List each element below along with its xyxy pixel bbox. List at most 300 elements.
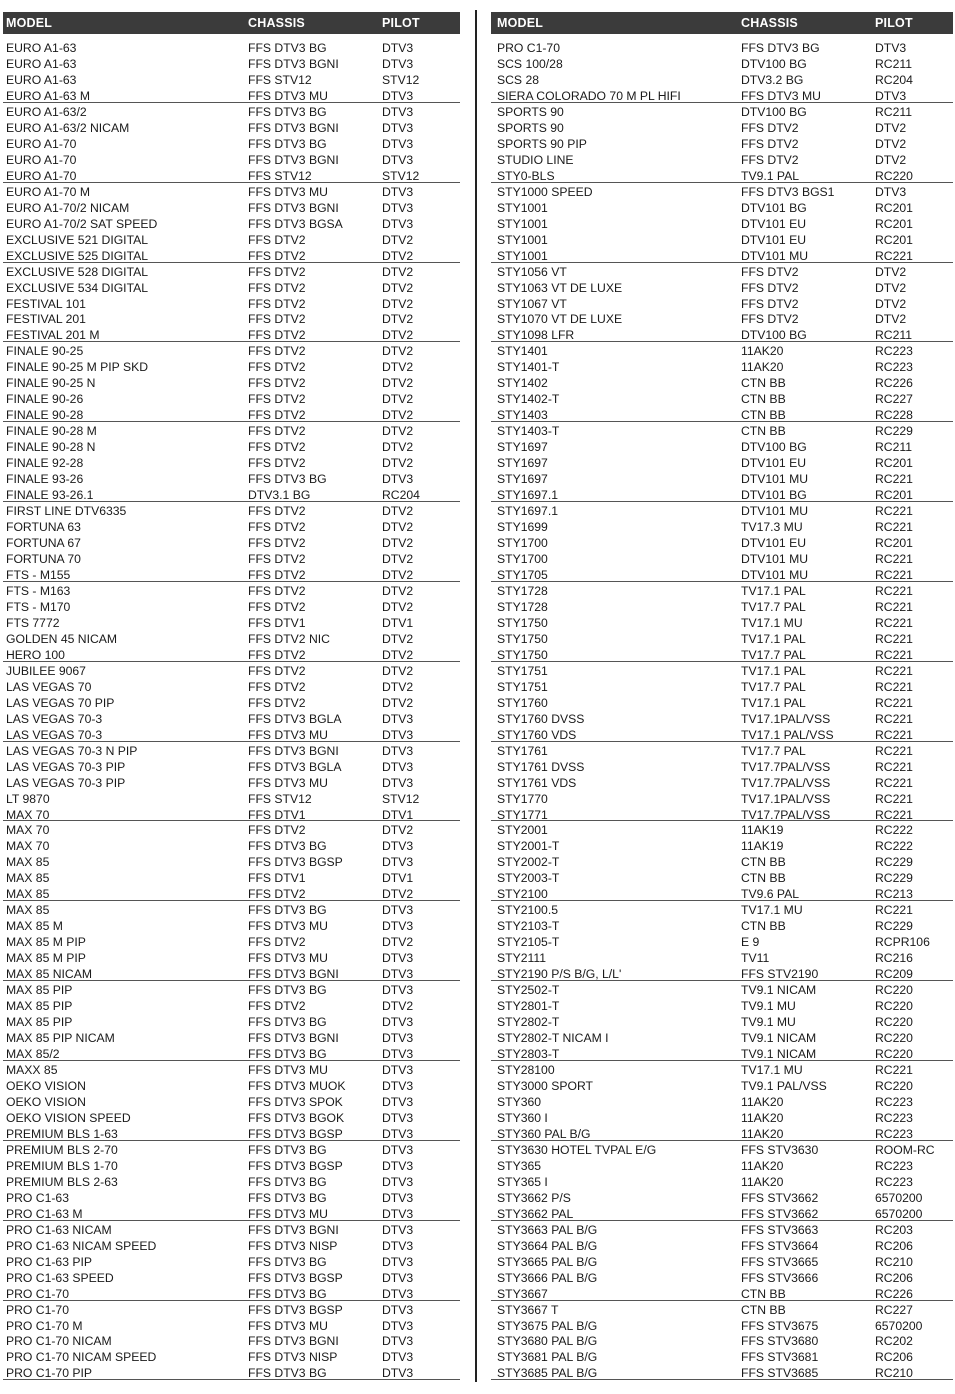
- table-row: [491, 1061, 953, 1077]
- model-cell: FTS - M163: [6, 583, 71, 598]
- table-row: [491, 790, 953, 806]
- table-row: [491, 566, 953, 582]
- pilot-cell: RC221: [875, 807, 913, 822]
- table-header: [491, 12, 953, 34]
- model-cell: LAS VEGAS 70: [6, 679, 92, 694]
- model-cell: STY1402-T: [497, 392, 560, 407]
- chassis-cell: FFS DTV3 BGNI: [248, 1334, 339, 1349]
- model-cell: PREMIUM BLS 1-70: [6, 1158, 118, 1173]
- model-cell: FINALE 90-26: [6, 392, 84, 407]
- pilot-cell: RC220: [875, 1031, 913, 1046]
- pilot-cell: STV12: [382, 168, 420, 183]
- chassis-cell: FFS DTV3 BG: [248, 104, 327, 119]
- pilot-cell: DTV3: [382, 104, 414, 119]
- model-cell: STY2103-T: [497, 919, 560, 934]
- pilot-cell: DTV2: [875, 136, 907, 151]
- table-row: [491, 821, 953, 837]
- model-cell: EURO A1-63/2: [6, 104, 87, 119]
- model-cell: EURO A1-63 M: [6, 88, 90, 103]
- pilot-cell: DTV2: [382, 408, 414, 423]
- pilot-cell: DTV3: [382, 983, 414, 998]
- model-cell: PRO C1-70 NICAM: [6, 1334, 112, 1349]
- model-cell: FTS - M155: [6, 567, 71, 582]
- pilot-cell: DTV2: [875, 280, 907, 295]
- chassis-cell: FFS DTV3 BGLA: [248, 711, 342, 726]
- model-cell: STY1728: [497, 583, 548, 598]
- model-cell: STY2001: [497, 823, 548, 838]
- model-header: MODEL: [6, 16, 53, 30]
- pilot-header: PILOT: [875, 16, 913, 30]
- model-cell: MAX 70: [6, 823, 50, 838]
- table-row: [3, 1173, 460, 1189]
- pilot-cell: RC229: [875, 919, 913, 934]
- chassis-cell: FFS DTV2: [248, 679, 306, 694]
- chassis-cell: TV9.1 NICAM: [741, 1047, 817, 1062]
- pilot-cell: DTV2: [382, 232, 414, 247]
- chassis-cell: CTN BB: [741, 424, 786, 439]
- table-row: [3, 550, 460, 566]
- table-row: [3, 87, 460, 103]
- model-cell: EURO A1-63: [6, 41, 77, 55]
- model-cell: EURO A1-70/2 NICAM: [6, 200, 130, 215]
- chassis-cell: FFS DTV2: [248, 312, 306, 327]
- model-cell: MAX 85: [6, 855, 50, 870]
- table-row: [3, 406, 460, 422]
- table-row: [491, 837, 953, 853]
- chassis-cell: TV17.1 MU: [741, 903, 803, 918]
- chassis-cell: FFS DTV1: [248, 807, 306, 822]
- chassis-cell: FFS DTV3 NISP: [248, 1238, 338, 1253]
- chassis-cell: FFS STV3675: [741, 1318, 819, 1333]
- chassis-cell: FFS DTV2: [248, 392, 306, 407]
- chassis-cell: FFS DTV3 MU: [741, 88, 821, 103]
- chassis-cell: FFS DTV2: [741, 152, 799, 167]
- pilot-cell: DTV3: [875, 88, 907, 103]
- chassis-cell: DTV101 EU: [741, 232, 807, 247]
- model-cell: STY360: [497, 1094, 542, 1109]
- chassis-cell: TV9.1 PAL: [741, 168, 800, 183]
- chassis-cell: FFS DTV3 NISP: [248, 1350, 338, 1365]
- table-row: [491, 949, 953, 965]
- chassis-cell: DTV101 MU: [741, 248, 809, 263]
- model-cell: LAS VEGAS 70 PIP: [6, 695, 115, 710]
- table-row: [3, 1093, 460, 1109]
- pilot-cell: DTV2: [382, 552, 414, 566]
- chassis-cell: TV9.6 PAL: [741, 887, 800, 902]
- chassis-cell: FFS STV12: [248, 168, 312, 183]
- table-row: [491, 869, 953, 885]
- chassis-cell: TV17.1 PAL/VSS: [741, 727, 834, 742]
- model-cell: LAS VEGAS 70-3 PIP: [6, 759, 126, 774]
- left-table-body: [3, 39, 460, 1380]
- table-row: [3, 566, 460, 582]
- table-row: [491, 1157, 953, 1173]
- chassis-cell: FFS DTV2 NIC: [248, 631, 330, 646]
- chassis-cell: FFS DTV2: [741, 136, 799, 151]
- table-row: [491, 1029, 953, 1045]
- chassis-cell: FFS DTV3 BG: [248, 472, 327, 487]
- table-row: [491, 614, 953, 630]
- table-row: [3, 901, 460, 917]
- table-row: [3, 358, 460, 374]
- pilot-cell: DTV3: [382, 1350, 414, 1365]
- chassis-cell: TV17.1PAL/VSS: [741, 711, 831, 726]
- pilot-cell: RC221: [875, 504, 913, 519]
- chassis-cell: TV9.1 PAL/VSS: [741, 1078, 827, 1093]
- model-cell: PRO C1-70: [6, 1302, 69, 1317]
- pilot-cell: RC221: [875, 791, 913, 806]
- model-cell: STY1063 VT DE LUXE: [497, 280, 623, 295]
- table-row: [3, 646, 460, 662]
- chassis-header: CHASSIS: [248, 16, 305, 30]
- table-row: [491, 997, 953, 1013]
- pilot-cell: DTV2: [382, 456, 414, 471]
- pilot-cell: DTV3: [382, 472, 414, 487]
- pilot-cell: RC201: [875, 200, 913, 215]
- table-row: [491, 630, 953, 646]
- pilot-cell: DTV3: [382, 711, 414, 726]
- chassis-cell: FFS DTV2: [248, 935, 306, 950]
- chassis-cell: FFS DTV3 BG: [248, 1047, 327, 1062]
- chassis-cell: FFS DTV3 MU: [248, 1206, 328, 1221]
- table-row: [491, 71, 953, 87]
- model-cell: EXCLUSIVE 521 DIGITAL: [6, 232, 149, 247]
- table-row: [3, 390, 460, 406]
- table-row: [491, 550, 953, 566]
- pilot-cell: DTV2: [382, 567, 414, 582]
- model-cell: STY1401-T: [497, 360, 560, 375]
- table-row: [3, 39, 460, 55]
- pilot-cell: RC223: [875, 1126, 913, 1141]
- chassis-cell: FFS DTV3 BGNI: [248, 200, 339, 215]
- chassis-cell: FFS DTV1: [248, 615, 306, 630]
- chassis-cell: TV17.7 PAL: [741, 599, 806, 614]
- chassis-cell: CTN BB: [741, 855, 786, 870]
- model-cell: STY1697.1: [497, 488, 558, 503]
- pilot-cell: DTV1: [382, 615, 414, 630]
- chassis-cell: FFS STV12: [248, 72, 312, 87]
- table-row: [491, 263, 953, 279]
- pilot-cell: DTV3: [382, 967, 414, 982]
- pilot-cell: DTV2: [382, 536, 414, 551]
- table-row: [491, 853, 953, 869]
- pilot-cell: RC226: [875, 1286, 913, 1301]
- pilot-cell: DTV2: [875, 152, 907, 167]
- pilot-cell: DTV2: [382, 999, 414, 1014]
- model-cell: MAX 85 PIP NICAM: [6, 1031, 115, 1046]
- chassis-cell: FFS DTV3 BGSP: [248, 855, 343, 870]
- chassis-cell: FFS DTV3 BG: [248, 839, 327, 854]
- pilot-cell: STV12: [382, 72, 420, 87]
- model-cell: STUDIO LINE: [497, 152, 574, 167]
- model-cell: PRO C1-63 SPEED: [6, 1270, 114, 1285]
- chassis-cell: DTV101 BG: [741, 488, 807, 503]
- table-row: [3, 263, 460, 279]
- model-cell: MAX 85 PIP: [6, 1015, 73, 1030]
- table-row: [491, 39, 953, 55]
- chassis-cell: FFS STV3666: [741, 1270, 819, 1285]
- pilot-cell: DTV2: [382, 264, 414, 279]
- chassis-cell: FFS DTV2: [248, 999, 306, 1014]
- table-row: [3, 454, 460, 470]
- chassis-cell: FFS STV3664: [741, 1238, 819, 1253]
- table-row: [3, 55, 460, 71]
- model-cell: STY1760 VDS: [497, 727, 577, 742]
- table-row: [491, 119, 953, 135]
- model-cell: MAX 85 PIP: [6, 983, 73, 998]
- chassis-cell: FFS DTV3 MU: [248, 775, 328, 790]
- table-row: [3, 1141, 460, 1157]
- table-row: [3, 342, 460, 358]
- table-row: [3, 790, 460, 806]
- model-cell: SIERA COLORADO 70 M PL HIFI: [497, 88, 681, 103]
- chassis-cell: FFS STV3663: [741, 1222, 819, 1237]
- table-row: [491, 247, 953, 263]
- pilot-cell: DTV1: [382, 871, 414, 886]
- model-cell: PREMIUM BLS 1-63: [6, 1126, 118, 1141]
- table-row: [3, 470, 460, 486]
- chassis-cell: CTN BB: [741, 408, 786, 423]
- chassis-cell: FFS DTV3 BGSP: [248, 1302, 343, 1317]
- table-row: [491, 55, 953, 71]
- pilot-cell: RC221: [875, 679, 913, 694]
- table-row: [491, 215, 953, 231]
- table-row: [491, 582, 953, 598]
- model-cell: STY1699: [497, 520, 548, 535]
- pilot-cell: DTV3: [382, 1270, 414, 1285]
- chassis-cell: FFS DTV2: [248, 663, 306, 678]
- model-cell: LAS VEGAS 70-3: [6, 727, 103, 742]
- chassis-cell: FFS STV12: [248, 791, 312, 806]
- pilot-cell: RC206: [875, 1238, 913, 1253]
- table-row: [491, 534, 953, 550]
- chassis-cell: FFS DTV2: [248, 360, 306, 375]
- chassis-cell: FFS DTV3 BG: [248, 1190, 327, 1205]
- pilot-cell: RC221: [875, 615, 913, 630]
- table-row: [3, 997, 460, 1013]
- table-row: [3, 1237, 460, 1253]
- pilot-cell: RC203: [875, 1222, 913, 1237]
- chassis-cell: FFS DTV3 BGS1: [741, 184, 835, 199]
- table-row: [3, 1221, 460, 1237]
- pilot-cell: DTV3: [382, 743, 414, 758]
- table-row: [3, 1045, 460, 1061]
- pilot-cell: RC223: [875, 1158, 913, 1173]
- model-cell: MAXX 85: [6, 1063, 58, 1077]
- table-row: [491, 1348, 953, 1364]
- pilot-cell: DTV2: [382, 328, 414, 343]
- pilot-cell: DTV3: [382, 727, 414, 742]
- pilot-cell: RC211: [875, 328, 913, 343]
- chassis-cell: FFS DTV3 MU: [248, 184, 328, 199]
- table-row: [3, 135, 460, 151]
- pilot-cell: RC206: [875, 1350, 913, 1365]
- pilot-cell: RC221: [875, 775, 913, 790]
- pilot-cell: DTV3: [382, 184, 414, 199]
- model-cell: STY3662 PAL: [497, 1206, 574, 1221]
- chassis-cell: DTV100 BG: [741, 328, 807, 343]
- pilot-cell: DTV2: [382, 248, 414, 263]
- pilot-cell: RC201: [875, 488, 913, 503]
- model-cell: STY2802-T: [497, 1015, 560, 1030]
- chassis-cell: FFS DTV2: [248, 695, 306, 710]
- chassis-cell: FFS DTV2: [248, 567, 306, 582]
- model-cell: OEKO VISION SPEED: [6, 1110, 131, 1125]
- table-row: [491, 87, 953, 103]
- chassis-cell: DTV3.2 BG: [741, 72, 804, 87]
- table-row: [3, 630, 460, 646]
- chassis-cell: FFS DTV3 BG: [248, 903, 327, 918]
- table-row: [3, 422, 460, 438]
- model-cell: STY1751: [497, 663, 548, 678]
- pilot-cell: RC221: [875, 759, 913, 774]
- model-cell: EURO A1-70: [6, 136, 77, 151]
- pilot-cell: DTV3: [382, 903, 414, 918]
- model-cell: MAX 85 NICAM: [6, 967, 93, 982]
- model-cell: FTS 7772: [6, 615, 60, 630]
- pilot-cell: ROOM-RC: [875, 1142, 935, 1157]
- pilot-cell: DTV3: [382, 120, 414, 135]
- table-row: [491, 933, 953, 949]
- table-row: [491, 694, 953, 710]
- pilot-cell: DTV2: [382, 312, 414, 327]
- pilot-cell: DTV2: [382, 647, 414, 662]
- table-row: [491, 470, 953, 486]
- table-row: [3, 726, 460, 742]
- chassis-cell: FFS DTV2: [248, 520, 306, 535]
- pilot-cell: DTV3: [382, 1190, 414, 1205]
- table-row: [491, 1237, 953, 1253]
- chassis-cell: FFS DTV3 MU: [248, 1318, 328, 1333]
- pilot-cell: RC223: [875, 360, 913, 375]
- chassis-cell: FFS STV3630: [741, 1142, 819, 1157]
- model-cell: PRO C1-70 PIP: [6, 1366, 93, 1381]
- pilot-cell: RC216: [875, 951, 913, 966]
- model-cell: STY3630 HOTEL TVPAL E/G: [497, 1142, 657, 1157]
- table-row: [491, 151, 953, 167]
- table-row: [491, 135, 953, 151]
- table-row: [491, 917, 953, 933]
- model-cell: EURO A1-63/2 NICAM: [6, 120, 130, 135]
- chassis-cell: CTN BB: [741, 871, 786, 886]
- chassis-cell: FFS DTV2: [248, 424, 306, 439]
- table-row: [3, 885, 460, 901]
- table-row: [491, 390, 953, 406]
- chassis-cell: FFS DTV2: [248, 504, 306, 519]
- pilot-cell: RC221: [875, 583, 913, 598]
- model-cell: LAS VEGAS 70-3 PIP: [6, 775, 126, 790]
- table-row: [3, 662, 460, 678]
- pilot-cell: RC223: [875, 1174, 913, 1189]
- chassis-cell: FFS DTV3 MU: [248, 88, 328, 103]
- table-row: [3, 1253, 460, 1269]
- model-cell: FORTUNA 67: [6, 536, 81, 551]
- model-cell: STY1750: [497, 631, 548, 646]
- chassis-cell: FFS DTV3 MU: [248, 727, 328, 742]
- chassis-cell: FFS DTV2: [248, 583, 306, 598]
- model-cell: PRO C1-70: [6, 1286, 69, 1301]
- chassis-cell: FFS DTV2: [248, 456, 306, 471]
- chassis-cell: FFS DTV3 BGNI: [248, 120, 339, 135]
- chassis-cell: DTV101 EU: [741, 456, 807, 471]
- chassis-cell: TV17.1 PAL: [741, 631, 806, 646]
- model-cell: STY2111: [497, 951, 547, 966]
- table-row: [3, 231, 460, 247]
- chassis-cell: DTV101 BG: [741, 200, 807, 215]
- pilot-cell: RC221: [875, 248, 913, 263]
- chassis-cell: FFS DTV2: [248, 823, 306, 838]
- pilot-cell: RC201: [875, 216, 913, 231]
- pilot-cell: DTV3: [382, 919, 414, 934]
- pilot-cell: DTV2: [382, 392, 414, 407]
- chassis-cell: E 9: [741, 935, 760, 950]
- chassis-cell: FFS STV3681: [741, 1350, 819, 1365]
- chassis-cell: FFS DTV3 BGNI: [248, 967, 339, 982]
- table-row: [3, 247, 460, 263]
- model-cell: STY1403-T: [497, 424, 560, 439]
- table-row: [491, 646, 953, 662]
- table-row: [3, 1269, 460, 1285]
- table-row: [491, 310, 953, 326]
- table-row: [3, 199, 460, 215]
- model-cell: OEKO VISION: [6, 1078, 86, 1093]
- pilot-cell: RC221: [875, 711, 913, 726]
- pilot-cell: DTV3: [382, 1286, 414, 1301]
- chassis-cell: TV17.1 PAL: [741, 663, 806, 678]
- pilot-cell: DTV3: [382, 1366, 414, 1381]
- pilot-cell: RC206: [875, 1270, 913, 1285]
- chassis-cell: FFS DTV3 BGSP: [248, 1270, 343, 1285]
- pilot-cell: RC228: [875, 408, 913, 423]
- chassis-cell: 11AK20: [741, 1110, 784, 1125]
- chassis-cell: FFS DTV3 BG: [248, 1254, 327, 1269]
- pilot-cell: RC229: [875, 871, 913, 886]
- model-cell: STY0-BLS: [497, 168, 555, 183]
- chassis-header: CHASSIS: [741, 16, 798, 30]
- model-cell: HERO 100: [6, 647, 65, 662]
- pilot-cell: RC221: [875, 599, 913, 614]
- table-row: [491, 183, 953, 199]
- chassis-cell: FFS DTV3 BG: [248, 41, 327, 55]
- chassis-cell: CTN BB: [741, 1286, 786, 1301]
- pilot-cell: DTV3: [382, 1078, 414, 1093]
- table-row: [491, 502, 953, 518]
- table-row: [491, 1093, 953, 1109]
- model-cell: STY3680 PAL B/G: [497, 1334, 598, 1349]
- model-cell: STY3000 SPORT: [497, 1078, 593, 1093]
- table-row: [3, 774, 460, 790]
- table-row: [3, 1205, 460, 1221]
- table-row: [491, 1205, 953, 1221]
- table-row: [3, 582, 460, 598]
- model-cell: STY1403: [497, 408, 548, 423]
- model-cell: PRO C1-70 M: [6, 1318, 83, 1333]
- model-cell: STY1760: [497, 695, 548, 710]
- model-cell: PRO C1-63 PIP: [6, 1254, 93, 1269]
- chassis-cell: 11AK20: [741, 1094, 784, 1109]
- model-cell: STY1750: [497, 647, 548, 662]
- chassis-cell: FFS DTV3 BG: [248, 1015, 327, 1030]
- chassis-cell: FFS DTV2: [741, 264, 799, 279]
- model-cell: STY1001: [497, 216, 548, 231]
- model-cell: STY3685 PAL B/G: [497, 1366, 598, 1381]
- model-cell: JUBILEE 9067: [6, 663, 86, 678]
- model-header: MODEL: [497, 16, 544, 30]
- pilot-cell: RC229: [875, 424, 913, 439]
- pilot-cell: DTV3: [382, 1158, 414, 1173]
- chassis-cell: FFS DTV2: [248, 328, 306, 343]
- table-row: [491, 901, 953, 917]
